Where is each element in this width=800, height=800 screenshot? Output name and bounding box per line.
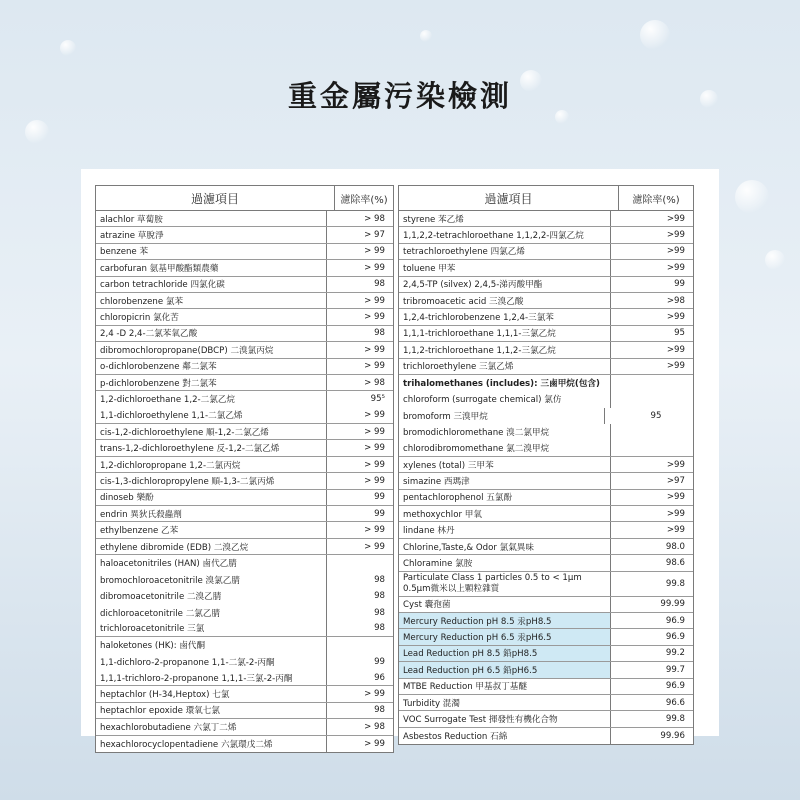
item-name: benzene 苯 [100, 247, 149, 258]
removal-rate: >99 [610, 522, 693, 537]
header-item: 過濾項目 [484, 191, 533, 206]
removal-rate: >98 [610, 293, 693, 308]
item-name: Chloramine 氯胺 [403, 558, 473, 569]
table-row [96, 244, 393, 260]
table-body [399, 211, 693, 744]
table-row [96, 654, 393, 670]
removal-rate: > 99 [326, 244, 393, 259]
removal-rate: > 98 [326, 211, 393, 226]
removal-rate: 98.0 [610, 539, 693, 554]
table-row [399, 326, 693, 342]
removal-rate [326, 637, 393, 653]
item-name: 2,4 -D 2,4-二氯苯氧乙酸 [100, 329, 198, 340]
table-row [96, 342, 393, 358]
item-name: chloroform (surrogate chemical) 氯仿 [403, 395, 562, 406]
table-row [399, 695, 693, 711]
removal-rate: > 99 [326, 260, 393, 275]
table-row [96, 440, 393, 456]
table-row [96, 277, 393, 293]
removal-rate: > 99 [326, 539, 393, 554]
removal-rate: 96.6 [610, 695, 693, 710]
removal-rate: >99 [610, 359, 693, 374]
removal-rate: 98.6 [610, 555, 693, 570]
table-row [96, 359, 393, 375]
filter-table-right [398, 185, 694, 745]
table-row [399, 260, 693, 276]
removal-rate: > 99 [326, 473, 393, 488]
item-name: heptachlor epoxide 環氧七氯 [100, 706, 220, 717]
item-name: Mercury Reduction pH 6.5 汞pH6.5 [399, 629, 610, 644]
removal-rate: >99 [610, 457, 693, 472]
item-name: 1,1,1-trichloro-2-propanone 1,1,1-三氯-2-丙酮 [100, 673, 293, 684]
removal-rate: 99 [326, 654, 393, 670]
removal-rate [326, 555, 393, 571]
item-name: tetrachloroethylene 四氯乙烯 [403, 247, 525, 258]
table-body [96, 211, 393, 752]
table-row [96, 686, 393, 702]
table-row [399, 342, 693, 358]
item-name: 1,1,2,2-tetrachloroethane 1,1,2,2-四氯乙烷 [403, 231, 584, 242]
item-name: trihalomethanes (includes): 三鹵甲烷(包含) [403, 379, 600, 390]
removal-rate: 95⁵ [326, 391, 393, 407]
item-name: carbofuran 氨基甲酸酯類農藥 [100, 263, 219, 274]
item-name: cis-1,3-dichloropropylene 順-1,3-二氯丙烯 [100, 476, 275, 487]
removal-rate: 99.8 [610, 711, 693, 726]
page-title: 重金屬污染檢測 [287, 79, 512, 113]
item-name: xylenes (total) 三甲苯 [403, 460, 494, 471]
item-name: Turbidity 混濁 [403, 698, 460, 709]
removal-rate: > 99 [326, 293, 393, 308]
item-name: ethylene dibromide (EDB) 二溴乙烷 [100, 542, 249, 553]
bubble-decoration [25, 120, 49, 144]
table-row [96, 736, 393, 752]
table-row [399, 629, 693, 645]
table-row [96, 473, 393, 489]
table-row [96, 621, 393, 637]
table-row [96, 572, 393, 588]
removal-rate: > 99 [326, 440, 393, 455]
item-name: o-dichlorobenzene 鄰二氯苯 [100, 362, 217, 373]
removal-rate: 99 [326, 490, 393, 505]
table-row [399, 227, 693, 243]
table-row [399, 375, 693, 391]
table-row [96, 326, 393, 342]
item-name: 1,1-dichloroethylene 1,1-二氯乙烯 [100, 411, 243, 422]
removal-rate: > 99 [326, 522, 393, 537]
removal-rate: 95 [604, 408, 693, 424]
item-name: chloropicrin 氯化苦 [100, 313, 179, 324]
item-name: styrene 苯乙烯 [403, 214, 464, 225]
table-row [399, 391, 693, 407]
header-rate: 濾除率(%) [334, 186, 393, 210]
item-name: 1,1,2-trichloroethane 1,1,2-三氯乙烷 [403, 345, 556, 356]
removal-rate [610, 440, 693, 455]
item-name: atrazine 草脫淨 [100, 231, 164, 242]
removal-rate: >99 [610, 342, 693, 357]
removal-rate: > 99 [326, 408, 393, 423]
removal-rate: >99 [610, 506, 693, 521]
table-row [96, 490, 393, 506]
item-name: alachlor 草蔔胺 [100, 214, 163, 225]
removal-rate: >97 [610, 473, 693, 488]
table-row [399, 522, 693, 538]
removal-rate: 96.9 [610, 679, 693, 694]
item-name: Cyst 囊孢菌 [403, 600, 451, 611]
table-row [399, 408, 693, 424]
item-name: carbon tetrachloride 四氯化碳 [100, 280, 225, 291]
removal-rate: >99 [610, 260, 693, 275]
table-row [96, 506, 393, 522]
item-name: Chlorine,Taste,& Odor 氯氣異味 [403, 542, 534, 553]
table-row [399, 728, 693, 744]
table-row [399, 473, 693, 489]
filter-table-left [95, 185, 394, 753]
item-name: pentachlorophenol 五氯酚 [403, 493, 513, 504]
table-row [399, 490, 693, 506]
item-name: Mercury Reduction pH 8.5 汞pH8.5 [399, 613, 610, 628]
table-row [96, 391, 393, 407]
table-row [399, 359, 693, 375]
table-row [96, 555, 393, 571]
table-row [96, 260, 393, 276]
removal-rate: >99 [610, 244, 693, 259]
item-name: p-dichlorobenzene 對二氯苯 [100, 378, 217, 389]
removal-rate: 96 [326, 670, 393, 685]
table-row [399, 662, 693, 678]
table-row [399, 539, 693, 555]
item-name: bromodichloromethane 溴二氯甲烷 [403, 428, 550, 439]
removal-rate: >99 [610, 309, 693, 324]
table-row [399, 646, 693, 662]
table-row [96, 227, 393, 243]
removal-rate: 98 [326, 703, 393, 718]
bubble-decoration [735, 180, 769, 214]
item-name: Lead Reduction pH 8.5 鉛pH8.5 [399, 646, 610, 661]
removal-rate: 98 [326, 326, 393, 341]
item-name: trans-1,2-dichloroethylene 反-1,2-二氯乙烯 [100, 444, 280, 455]
table-row [399, 440, 693, 456]
item-name: haloketones (HK): 鹵代酮 [100, 641, 206, 652]
table-row [399, 277, 693, 293]
removal-rate: 99.7 [610, 662, 693, 677]
item-name: simazine 西瑪津 [403, 476, 470, 487]
table-row [96, 457, 393, 473]
removal-rate: 99.99 [610, 597, 693, 612]
table-row [96, 539, 393, 555]
bubble-decoration [640, 20, 670, 50]
removal-rate: > 99 [326, 424, 393, 439]
bubble-decoration [765, 250, 785, 270]
item-name: dinoseb 樂酚 [100, 493, 154, 504]
table-row [399, 679, 693, 695]
removal-rate [610, 424, 693, 440]
removal-rate: 98 [326, 588, 393, 604]
removal-rate: > 99 [326, 359, 393, 374]
table-header [399, 186, 693, 211]
removal-rate: >99 [610, 211, 693, 226]
item-name: 1,2-dichloroethane 1,2-二氯乙烷 [100, 395, 236, 406]
table-row [399, 244, 693, 260]
table-row [96, 408, 393, 424]
item-name: heptachlor (H-34,Heptox) 七氯 [100, 690, 230, 701]
item-name: chlorobenzene 氯苯 [100, 296, 184, 307]
item-name: cis-1,2-dichloroethylene 順-1,2-二氯乙烯 [100, 427, 269, 438]
item-name: trichloroacetonitrile 三氯 [100, 624, 205, 635]
item-name: tribromoacetic acid 三溴乙酸 [403, 296, 524, 307]
item-name: 1,1,1-trichloroethane 1,1,1-三氯乙烷 [403, 329, 556, 340]
table-row [96, 211, 393, 227]
removal-rate: 99.96 [610, 728, 693, 744]
removal-rate: 98 [326, 572, 393, 588]
table-row [96, 637, 393, 653]
item-name: bromoform 三溴甲烷 [403, 411, 488, 422]
removal-rate: 98 [326, 604, 393, 620]
removal-rate: > 97 [326, 227, 393, 242]
item-name: lindane 林丹 [403, 526, 455, 537]
removal-rate: > 99 [326, 309, 393, 324]
removal-rate: > 99 [326, 342, 393, 357]
item-name: ethylbenzene 乙苯 [100, 526, 179, 537]
bubble-decoration [60, 40, 76, 56]
table-header [96, 186, 393, 211]
item-name: toluene 甲苯 [403, 263, 456, 274]
item-name: Lead Reduction pH 6.5 鉛pH6.5 [399, 662, 610, 677]
item-name: VOC Surrogate Test 揮發性有機化合物 [403, 715, 558, 726]
table-row [399, 506, 693, 522]
removal-rate [610, 375, 693, 391]
table-row [399, 424, 693, 440]
header-item: 過濾項目 [190, 191, 239, 206]
table-row [96, 670, 393, 686]
table-row [399, 711, 693, 727]
item-name: Asbestos Reduction 石綿 [403, 731, 508, 742]
item-name: hexachlorocyclopentadiene 六氯環戊二烯 [100, 739, 273, 750]
item-name: methoxychlor 甲氧 [403, 509, 482, 520]
item-name: 1,2-dichloropropane 1,2-二氯丙烷 [100, 460, 241, 471]
bubble-decoration [420, 30, 432, 42]
removal-rate: 98 [326, 621, 393, 636]
removal-rate: 96.9 [610, 613, 693, 628]
removal-rate: >99 [610, 227, 693, 242]
table-row [96, 703, 393, 719]
item-name: 2,4,5-TP (silvex) 2,4,5-涕丙酸甲酯 [403, 280, 543, 291]
removal-rate: 98 [326, 277, 393, 292]
table-row [399, 572, 693, 597]
table-row [96, 309, 393, 325]
item-name: 1,2,4-trichlorobenzene 1,2,4-三氯苯 [403, 313, 554, 324]
removal-rate: > 99 [326, 457, 393, 472]
item-name: 1,1-dichloro-2-propanone 1,1-二氯-2-丙酮 [100, 657, 275, 668]
table-row [96, 375, 393, 391]
table-row [399, 613, 693, 629]
item-name: MTBE Reduction 甲基叔丁基醚 [403, 682, 527, 693]
table-row [96, 424, 393, 440]
table-row [399, 457, 693, 473]
removal-rate: 99.8 [610, 572, 693, 596]
item-name: chlorodibromomethane 氯二溴甲烷 [403, 444, 550, 455]
removal-rate: >99 [610, 490, 693, 505]
item-name: haloacetonitriles (HAN) 鹵代乙腈 [100, 559, 237, 570]
item-name: dibromochloropropane(DBCP) 二溴氯丙烷 [100, 345, 274, 356]
item-name: hexachlorobutadiene 六氯丁二烯 [100, 722, 237, 733]
removal-rate: > 98 [326, 719, 393, 734]
item-name: trichloroethylene 三氯乙烯 [403, 362, 514, 373]
table-row [96, 588, 393, 604]
table-row [96, 604, 393, 620]
table-row [399, 211, 693, 227]
item-name: Particulate Class 1 particles 0.5 to < 1μm 0.5μm微米以上顆粒雜質 [403, 572, 582, 594]
table-row [96, 293, 393, 309]
table-row [399, 309, 693, 325]
removal-rate: 96.9 [610, 629, 693, 644]
removal-rate: > 99 [326, 686, 393, 701]
header-rate: 濾除率(%) [618, 186, 693, 210]
item-name: bromochloroacetonitrile 溴氯乙腈 [100, 575, 240, 586]
item-name: endrin 異狄氏殺蟲劑 [100, 509, 182, 520]
removal-rate: 95 [610, 326, 693, 341]
removal-rate: 99.2 [610, 646, 693, 661]
item-name: dichloroacetonitrile 二氯乙腈 [100, 608, 221, 619]
table-row [399, 293, 693, 309]
table-row [96, 522, 393, 538]
table-row [96, 719, 393, 735]
item-name: dibromoacetonitrile 二溴乙腈 [100, 592, 222, 603]
table-row [399, 597, 693, 613]
removal-rate: 99 [326, 506, 393, 521]
removal-rate: 99 [610, 277, 693, 292]
removal-rate [610, 391, 693, 407]
removal-rate: > 99 [326, 736, 393, 752]
table-row [399, 555, 693, 571]
removal-rate: > 98 [326, 375, 393, 390]
